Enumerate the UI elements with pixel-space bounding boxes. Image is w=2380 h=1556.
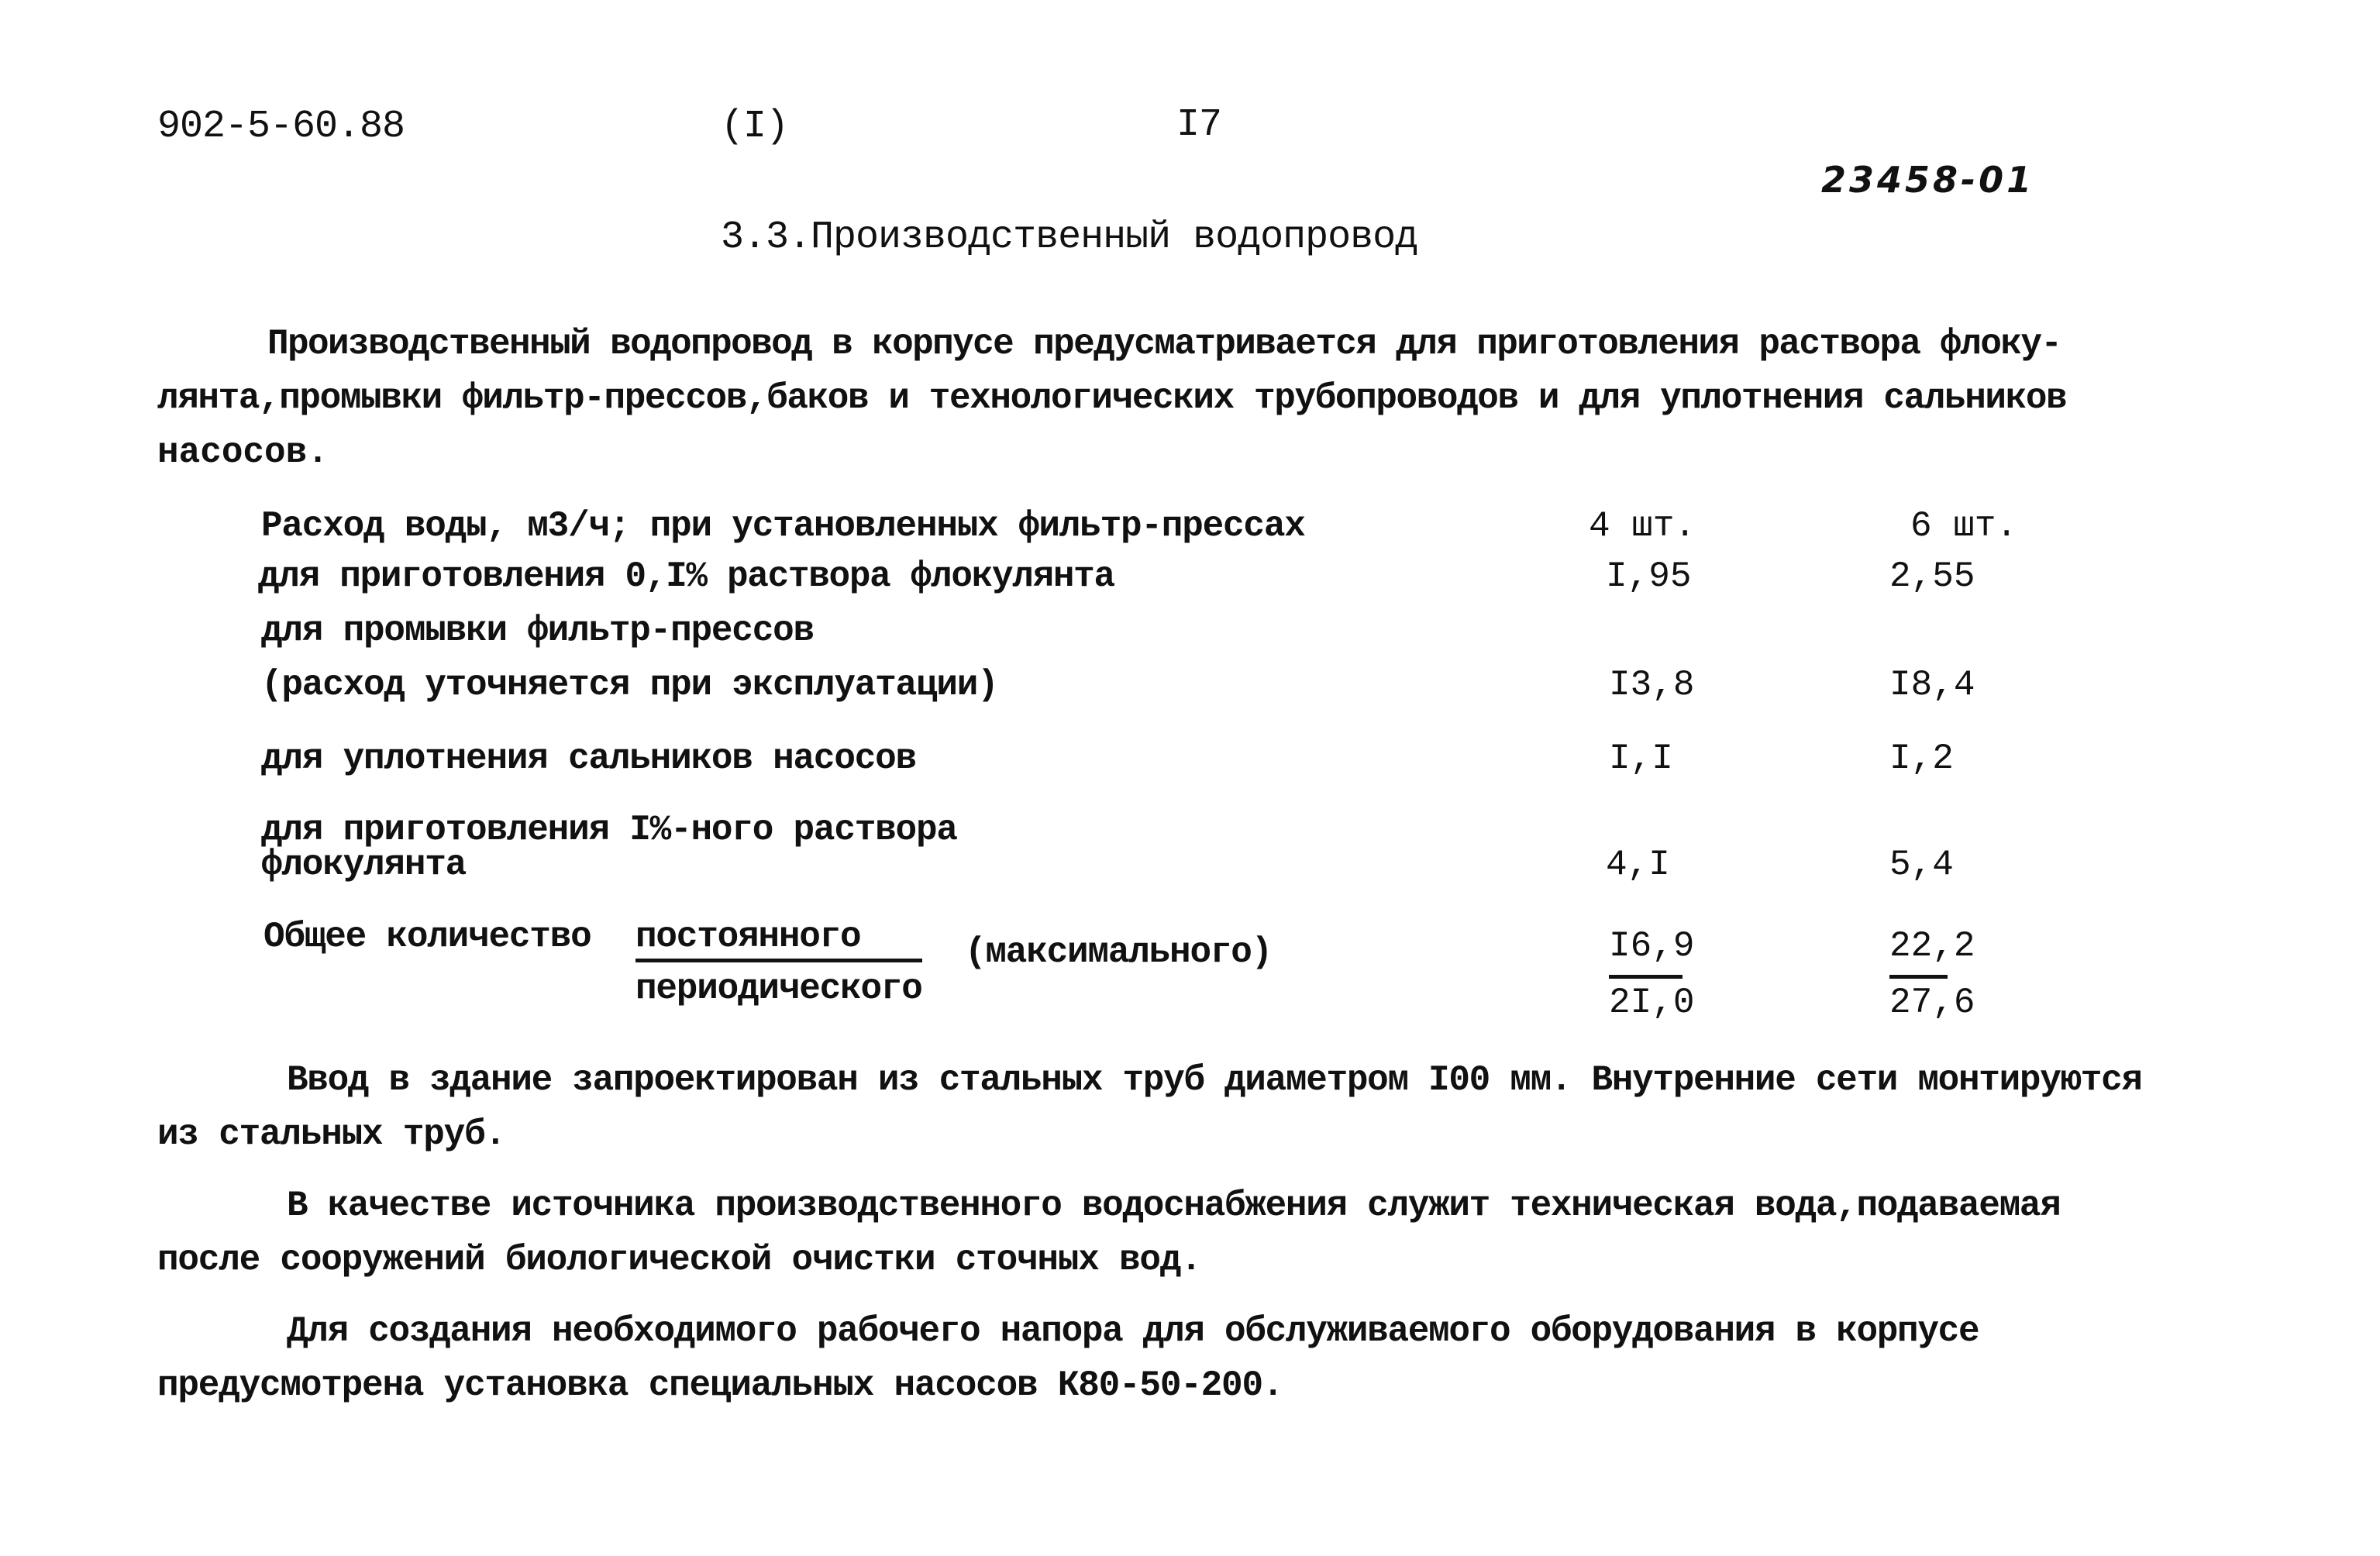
total-numerator-label: постоянного xyxy=(635,917,861,957)
column-header-4: 4 шт. xyxy=(1589,506,1696,546)
paragraph-3-line-2: предусмотрена установка специальных насосов К80-50-200. xyxy=(157,1365,1283,1406)
document-code: 902-5-60.88 xyxy=(157,105,405,149)
intro-line-3: насосов. xyxy=(157,432,329,473)
intro-line-1: Производственный водопровод в корпусе предусматривается для приготовления раствора флоку- xyxy=(267,324,2061,364)
value-6: I,2 xyxy=(1889,738,1954,779)
row-label: для приготовления I%-ного раствора xyxy=(261,810,957,850)
table-header-label: Расход воды, м3/ч; при установленных фильтр-прессах xyxy=(261,506,1305,546)
value-4: 4,I xyxy=(1606,845,1670,885)
row-label: для уплотнения сальников насосов xyxy=(261,738,916,779)
column-header-6: 6 шт. xyxy=(1910,506,2018,546)
total-value-4-top: I6,9 xyxy=(1609,926,1695,966)
paragraph-2-line-1: В качестве источника производственного водоснабжения служит техническая вода,подаваемая xyxy=(287,1186,2061,1226)
total-value-6-top: 22,2 xyxy=(1889,926,1975,966)
inventory-number: 23458-01 xyxy=(1821,159,2035,201)
paragraph-2-line-2: после сооружений биологической очистки сточных вод. xyxy=(157,1240,1201,1280)
value-4: I3,8 xyxy=(1609,665,1695,705)
row-label-note: (расход уточняется при эксплуатации) xyxy=(261,665,998,705)
total-label: Общее количество xyxy=(263,917,591,957)
total-value-6-fraction-line xyxy=(1889,975,1948,979)
page-number: I7 xyxy=(1176,103,1222,147)
total-value-4-fraction-line xyxy=(1609,975,1683,979)
total-value-6-bottom: 27,6 xyxy=(1889,983,1975,1023)
value-4: I,95 xyxy=(1606,556,1692,597)
paragraph-3-line-1: Для создания необходимого рабочего напора для обслуживаемого оборудования в корпусе xyxy=(287,1311,1979,1351)
value-6: I8,4 xyxy=(1889,665,1975,705)
paragraph-1-line-2: из стальных труб. xyxy=(157,1114,505,1155)
row-label: для приготовления 0,I% раствора флокулянта xyxy=(258,556,1114,597)
value-6: 5,4 xyxy=(1889,845,1954,885)
paragraph-1-line-1: Ввод в здание запроектирован из стальных труб диаметром I00 мм. Внутренние сети монтируются xyxy=(287,1060,2142,1100)
value-4: I,I xyxy=(1609,738,1673,779)
row-label: для промывки фильтр-прессов xyxy=(261,611,814,651)
total-label-fraction-line xyxy=(635,959,922,962)
total-note: (максимального) xyxy=(965,932,1273,972)
total-denominator-label: периодического xyxy=(635,969,922,1009)
row-label-continued: флокулянта xyxy=(261,845,467,885)
section-title: 3.3.Производственный водопровод xyxy=(721,215,1418,260)
volume-number: (I) xyxy=(721,105,789,149)
total-value-4-bottom: 2I,0 xyxy=(1609,983,1695,1023)
intro-line-2: лянта,промывки фильтр-прессов,баков и технологических трубопроводов и для уплотнения сальников xyxy=(157,378,2067,418)
value-6: 2,55 xyxy=(1889,556,1975,597)
